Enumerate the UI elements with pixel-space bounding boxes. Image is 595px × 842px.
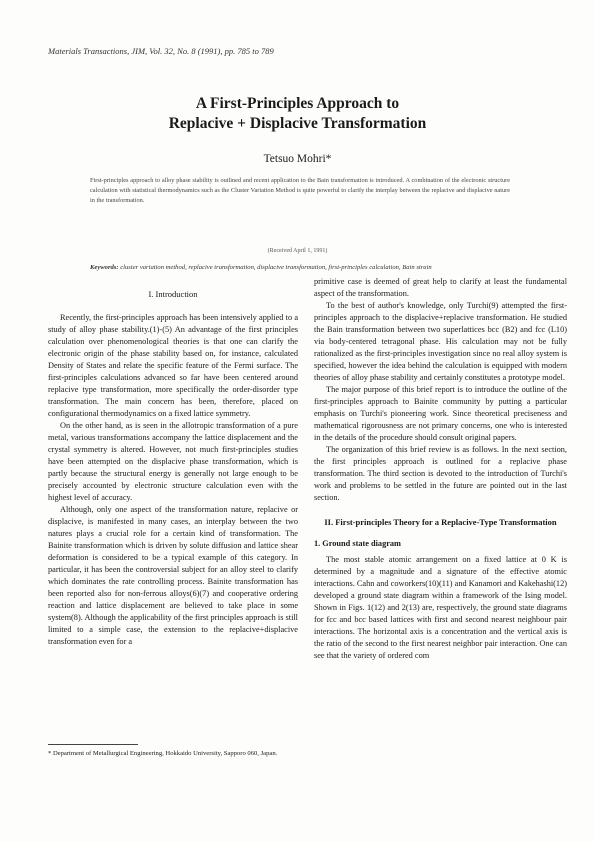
- paragraph: Recently, the first-principles approach has been intensively applied to a study of alloy phase stability.(1)-(5) An advantage of the first principles calculation over phenomenological theories is that one can clarify the electronic origin of the phase stability based on, for instance, calculated Density of States and relate the specific feature of the Fermi surface. The first-principles calculations advanced so far have been centered around replacive type transformation, more specifically the order-disorder type transformation. The main concern has been, therefore, placed on configurational thermodynamics on a fixed lattice symmetry.: [48, 313, 298, 418]
- paper-title-line-2: Replacive + Displacive Transformation: [168, 115, 427, 132]
- received-date: (Received April 1, 1991): [267, 248, 328, 254]
- keywords-list: cluster variation method, replacive transformation, displacive transformation, first-principles calculation, Bain strain: [120, 264, 432, 271]
- keywords: [90, 263, 510, 273]
- right-column: [314, 276, 567, 662]
- paragraph: To the best of author's knowledge, only Turchi(9) attempted the first-principles approach to the displacive+replacive transformation. He studied the Bain transformation between two superlattices bcc (B2) and fcc (L10) via body-centered tetragonal phase. His calculation may not be fully rationalized as the first-principles investigation since no real alloy system is specified, however the idea behind the calculation is equipped with modern theories of alloy phase stability and certainly constitutes a prototype model.: [314, 301, 567, 382]
- paragraph: On the other hand, as is seen in the allotropic transformation of a pure metal, various transformations accompany the lattice displacement and the crystal symmetry is altered. However, not much first-principles studies have been attempted on the displacive phase transformation, which is partly because the structural energy is generally not large enough to be precisely accounted by electronic structure calculation even with the highest level of accuracy.: [48, 421, 298, 502]
- footnote-rule: [48, 744, 138, 745]
- paragraph: primitive case is deemed of great help to clarify at least the fundamental aspect of the transformation.: [314, 277, 567, 298]
- author-name: Tetsuo Mohri*: [263, 153, 332, 165]
- subsection-1-heading: 1. Ground state diagram: [314, 539, 401, 548]
- paragraph: The organization of this brief review is as follows. In the next section, the first principles approach is outlined for a replacive phase transformation. The third section is devoted to the introduction of Turchi's work and problems to be settled in the future are pointed out in the last section.: [314, 445, 567, 502]
- left-column: [48, 276, 298, 648]
- abstract: First-principles approach to alloy phase stability is outlined and recent application to the Bain transformation is introduced. A combination of the electronic structure calculation with statistical thermodynamics such as the Cluster Variation Method is quite powerful to clarify the interplay between the replacive and displacive nature in the transformation.: [90, 177, 510, 204]
- paragraph: Although, only one aspect of the transformation nature, replacive or displacive, is manifested in many cases, an interplay between the two natures plays a crucial role for a certain kind of transformation. The Bainite transformation which is driven by solute diffusion and lattice shear deformation is considered to be a typical example of this category. In particular, it has been the controversial subject for an alloy steel to clarify which dominates the rate controlling process. Bainite transformation has been reported also for non-ferrous alloys(6)(7) and cooperative ordering reaction and lattice displacement are believed to take place in some system(8). Although the applicability of the first principles approach is still limited to a simple case, the extension to the replacive+displacive transformation even for a: [48, 505, 298, 646]
- paragraph: The major purpose of this brief report is to introduce the outline of the first-principles approach to Bainite community by putting a particular emphasis on Turchi's pioneering work. Since theoretical preciseness and mathematical rigorousness are not primary concerns, one who is interested in the details of the procedure should consult original papers.: [314, 385, 567, 442]
- paper-title-line-1: A First-Principles Approach to: [195, 95, 400, 112]
- footnote: * Department of Metallurgical Engineering, Hokkaido University, Sapporo 060, Japan.: [48, 750, 278, 757]
- section-1-heading: I. Introduction: [148, 289, 198, 299]
- paragraph: The most stable atomic arrangement on a fixed lattice at 0 K is determined by a magnitude and a signature of the effective atomic interactions. Cahn and coworkers(10)(11) and Kanamori and Kakehashi(12) developed a ground state diagram within a framework of the Ising model. Shown in Figs. 1(12) and 2(13) are, respectively, the ground state diagrams for fcc and bcc based lattices with first and second nearest neighbour pair interactions. The horizontal axis is a concentration and the vertical axis is the ratio of the second to the first nearest neighbor pair interaction. One can see that the variety of ordered com: [314, 555, 567, 660]
- section-2-heading: II. First-principles Theory for a Replacive-Type Transformation: [324, 517, 557, 527]
- running-head: Materials Transactions, JIM, Vol. 32, No. 8 (1991), pp. 785 to 789: [48, 46, 274, 56]
- keywords-label: Keywords:: [90, 264, 119, 271]
